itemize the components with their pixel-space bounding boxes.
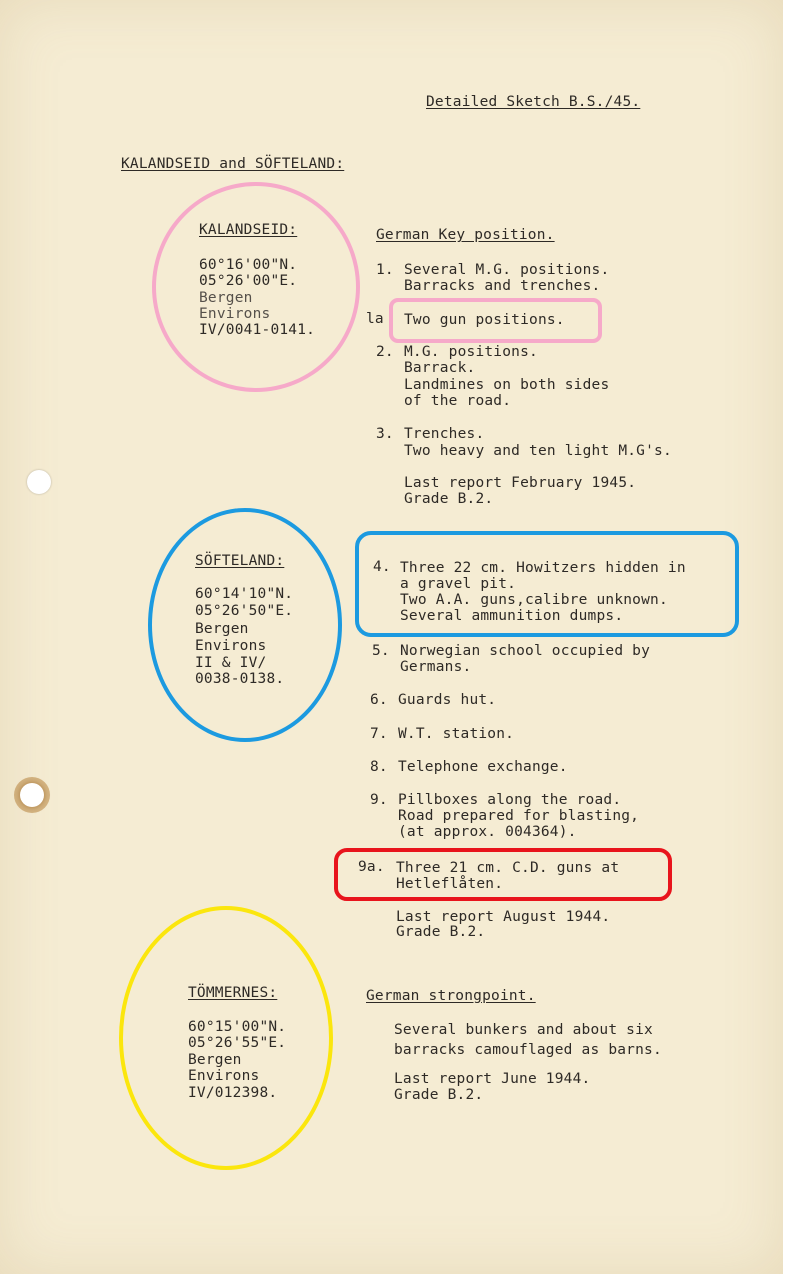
latitude: 60°16'00"N. (199, 257, 298, 273)
item-line: Several M.G. positions. (404, 262, 610, 278)
latitude: 60°15'00"N. (188, 1019, 287, 1035)
report-date: Last report August 1944. (396, 909, 611, 925)
item-line: Landmines on both sides (404, 377, 610, 393)
item-number: 1. (376, 262, 394, 278)
longitude: 05°26'50"E. (195, 603, 294, 619)
item-line: Road prepared for blasting, (398, 808, 640, 824)
yellow-circle-annotation (119, 906, 333, 1170)
map-line: Bergen (199, 290, 253, 306)
item-number: 4. (373, 559, 391, 575)
position-heading: German Key position. (376, 227, 555, 243)
report-grade: Grade B.2. (404, 491, 494, 507)
item-line: Germans. (400, 659, 472, 675)
detail-line: Several bunkers and about six (394, 1022, 653, 1038)
pink-box-annotation (389, 298, 602, 343)
item-line: Barrack. (404, 360, 476, 376)
item-line: Three 22 cm. Howitzers hidden in (400, 560, 686, 576)
item-number: 8. (370, 759, 388, 775)
item-line: Telephone exchange. (398, 759, 568, 775)
item-line: a gravel pit. (400, 576, 517, 592)
item-number: la (366, 311, 384, 327)
item-line: Two heavy and ten light M.G's. (404, 443, 672, 459)
item-line: Trenches. (404, 426, 485, 442)
section-title: KALANDSEID and SÖFTELAND: (121, 156, 345, 172)
map-line: Environs (199, 306, 271, 322)
red-box-annotation (334, 848, 672, 901)
punch-hole-bottom (20, 783, 44, 807)
report-grade: Grade B.2. (396, 924, 486, 940)
report-date: Last report February 1945. (404, 475, 637, 491)
map-sheet: IV/0041-0141. (199, 322, 316, 338)
item-line: Guards hut. (398, 692, 497, 708)
longitude: 05°26'55"E. (188, 1035, 287, 1051)
item-line: Barracks and trenches. (404, 278, 601, 294)
location-name: SÖFTELAND: (195, 553, 285, 569)
item-line: Pillboxes along the road. (398, 792, 622, 808)
latitude: 60°14'10"N. (195, 586, 294, 602)
item-number: 9. (370, 792, 388, 808)
position-heading: German strongpoint. (366, 988, 536, 1004)
item-line: Hetleflåten. (396, 876, 504, 892)
pink-circle-annotation (152, 182, 360, 392)
item-number: 9a. (358, 859, 385, 875)
item-number: 5. (372, 643, 390, 659)
document-reference: Detailed Sketch B.S./45. (426, 94, 641, 110)
item-line: M.G. positions. (404, 344, 538, 360)
punch-hole-top (27, 470, 51, 494)
map-line: Bergen (195, 621, 249, 637)
item-number: 6. (370, 692, 388, 708)
item-number: 3. (376, 426, 394, 442)
location-name: TÖMMERNES: (188, 985, 278, 1001)
map-line: Bergen (188, 1052, 242, 1068)
item-line: W.T. station. (398, 726, 515, 742)
item-number: 2. (376, 344, 394, 360)
map-line: Environs (188, 1068, 260, 1084)
item-line: (at approx. 004364). (398, 824, 577, 840)
map-sheet: IV/012398. (188, 1085, 278, 1101)
map-line: II & IV/ (195, 655, 267, 671)
item-line: of the road. (404, 393, 512, 409)
item-line: Three 21 cm. C.D. guns at (396, 860, 620, 876)
item-line: Two A.A. guns,calibre unknown. (400, 592, 668, 608)
report-date: Last report June 1944. (394, 1071, 591, 1087)
detail-line: barracks camouflaged as barns. (394, 1042, 662, 1058)
item-line: Two gun positions. (404, 312, 565, 328)
blue-circle-annotation (148, 508, 342, 742)
report-grade: Grade B.2. (394, 1087, 484, 1103)
item-line: Several ammunition dumps. (400, 608, 624, 624)
longitude: 05°26'00"E. (199, 273, 298, 289)
blue-box-annotation (355, 531, 739, 637)
item-number: 7. (370, 726, 388, 742)
location-name: KALANDSEID: (199, 222, 298, 238)
item-line: Norwegian school occupied by (400, 643, 651, 659)
map-line: Environs (195, 638, 267, 654)
map-sheet: 0038-0138. (195, 671, 285, 687)
